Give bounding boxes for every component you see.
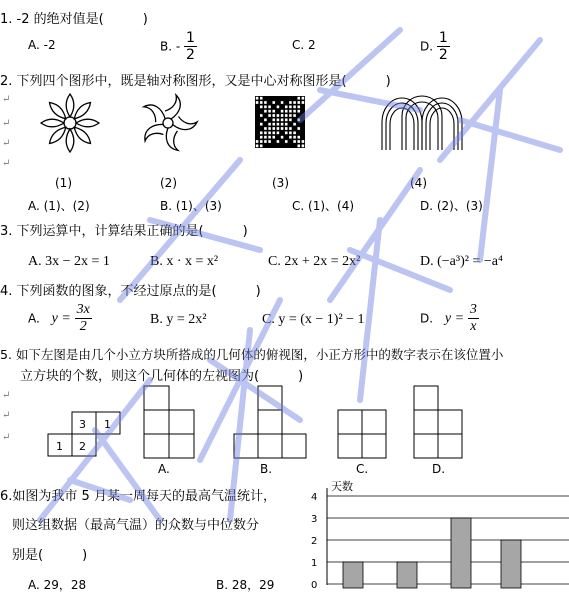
grid-cell [277,114,280,117]
y-tick-label: 1 [311,558,318,569]
grid-cell [268,123,271,126]
grid-cell [260,144,263,147]
q3-option-c: C. 2x + 2x = 2x² [268,254,361,269]
q1-option-a: A. -2 [28,38,56,52]
grid-cell [285,105,288,108]
grid-cell [268,140,271,143]
grid-cell [264,105,267,108]
grid-cell [272,114,275,117]
grid-cell [281,118,284,121]
q4-stem: 4. 下列函数的图象，不经过原点的是( ) [0,284,261,299]
q4-option-c: C. y = (x − 1)² − 1 [262,312,365,327]
chart-y-label: 天数 [331,480,353,493]
q2-figure-label-2: (2) [160,176,177,190]
flower-figure-1 [38,92,102,154]
grid-cell [293,105,296,108]
grid-cell [297,118,300,121]
bar [451,518,471,588]
chart-bars [343,518,521,588]
q1-option-b-prefix: B. - [160,39,181,54]
grid-cell [264,127,267,130]
return-mark: ↵ [2,118,11,129]
grid-cell [281,136,284,139]
grid-cell [260,114,263,117]
return-mark: ↵ [2,94,11,105]
q1-option-b-fraction [184,30,197,63]
grid-cell [302,97,305,100]
q1-option-d-fraction [437,30,450,63]
grid-cell [268,110,271,113]
q2-figure-label-4: (4) [410,176,427,190]
grid-cell [293,123,296,126]
bar [501,540,521,588]
q3-option-a: A. 3x − 2x = 1 [28,254,110,269]
grid-cell [293,131,296,134]
q4-option-a [28,302,92,335]
grid-cell [260,105,263,108]
q3-option-b: B. x · x = x² [150,254,219,269]
grid-cell [272,118,275,121]
grid-cell [264,118,267,121]
grid-cell [281,101,284,104]
grid-cell [293,101,296,104]
grid-cell [289,131,292,134]
grid-cell [256,97,259,100]
q4-d-fraction [468,302,479,335]
grid-cell [281,123,284,126]
q1-option-d-prefix: D. [420,39,434,54]
grid-cell [289,105,292,108]
q4-a-lhs: y = [51,310,71,326]
q4-a-prefix: A. [28,311,40,326]
grid-cell [297,140,300,143]
q4-d-prefix: D. [420,311,434,326]
grid-cell [297,101,300,104]
grid-cell [302,144,305,147]
q5-option-label-d: D. [432,462,446,476]
q4-d-lhs: y = [444,310,465,326]
q2-option-b: B. (1)、(3) [160,199,222,213]
grid-cell [260,101,263,104]
chart-y-ticks [311,492,317,591]
q5-stem-line-2: 立方块的个数，则这个几何体的左视图为( ) [20,369,304,384]
grid-cell [297,110,300,113]
grid-cell [281,114,284,117]
q4-option-b: B. y = 2x² [150,312,207,327]
grid-cell [285,110,288,113]
q2-figure-label-1: (1) [55,176,72,190]
grid-cell [277,118,280,121]
grid-cell [289,127,292,130]
grid-cell [285,123,288,126]
q2-option-d: D. (2)、(3) [420,199,483,213]
grid-cell [297,136,300,139]
y-tick-label: 3 [311,514,318,525]
bar [343,562,363,588]
grid-cell [268,114,271,117]
view-option-d [412,384,464,460]
q1-d-denominator: 2 [438,47,448,63]
grid-cell [268,127,271,130]
q2-option-c: C. (1)、(4) [292,199,355,213]
q1-option-c: C. 2 [292,38,316,52]
grid-cell [264,136,267,139]
grid-cell [256,101,259,104]
grid-cell [289,110,292,113]
grid-cell [272,131,275,134]
grid-cell [293,110,296,113]
grid-cell [260,97,263,100]
q6-stem-line-3: 别是( ) [12,548,88,563]
return-mark: ↵ [2,410,11,421]
grid-cell [272,127,275,130]
pinwheel-figure-2 [143,92,193,154]
grid-cell [260,131,263,134]
q1-stem: 1. -2 的绝对值是( ) [0,12,148,27]
q6-option-a: A. 29，28 [28,578,87,592]
grid-cell [297,97,300,100]
grid-cell [277,131,280,134]
q5-option-label-a: A. [158,462,170,476]
grid-cell [297,127,300,130]
grid-cell [277,123,280,126]
view-option-b [232,384,308,460]
q4-a-numerator: 3x [76,302,90,317]
q2-option-a: A. (1)、(2) [28,199,90,213]
grid-cell [264,101,267,104]
grid-cell [256,140,259,143]
q4-a-fraction [75,302,92,335]
arches-figure-4 [378,94,466,152]
grid-cell [272,110,275,113]
grid-cell [272,101,275,104]
grid-cell [293,136,296,139]
grid-cell [260,140,263,143]
grid-cell [285,140,288,143]
x-grid-figure-3 [255,96,305,148]
q3-option-d: D. (−a³)² = −a⁴ [420,254,503,269]
temperature-bar-chart [305,478,569,591]
q2-stem: 2. 下列四个图形中，既是轴对称图形，又是中心对称图形是( ) [0,74,391,89]
grid-cell [268,136,271,139]
grid-number: 1 [104,418,111,431]
return-mark: ↵ [2,138,11,149]
grid-cell [289,136,292,139]
q1-option-b [160,30,197,63]
q1-option-d [420,30,450,63]
grid-cell [256,144,259,147]
q1-d-numerator: 1 [438,30,448,46]
grid-cell [277,127,280,130]
grid-cell [293,140,296,143]
grid-cell [289,114,292,117]
grid-cell [264,131,267,134]
q5-option-label-b: B. [260,462,273,476]
y-tick-label: 4 [311,492,318,503]
y-tick-label: 2 [311,536,318,547]
bar [397,562,417,588]
return-mark: ↵ [2,158,11,169]
view-option-a [142,384,196,460]
grid-cell [264,110,267,113]
q4-d-numerator: 3 [469,302,477,317]
q6-stem-line-1: 6.如图为我市 5 月某一周每天的最高气温统计， [0,489,276,504]
q3-stem: 3. 下列运算中，计算结果正确的是( ) [0,224,248,239]
grid-cell [277,140,280,143]
grid-cell [260,123,263,126]
grid-number: 2 [79,440,86,453]
grid-cell [285,118,288,121]
grid-cell [297,105,300,108]
q4-a-denominator: 2 [79,319,87,334]
grid-cell [302,101,305,104]
grid-cell [285,114,288,117]
grid-cell [260,136,263,139]
q4-option-d [420,302,479,335]
grid-cell [272,136,275,139]
grid-cell [285,131,288,134]
q6-option-b: B. 28，29 [216,578,275,592]
grid-cell [285,127,288,130]
q2-figure-label-3: (3) [272,176,289,190]
grid-cell [302,140,305,143]
grid-cell [289,118,292,121]
grid-cell [297,144,300,147]
top-view-grid [48,410,124,458]
grid-cell [289,101,292,104]
q5-option-label-c: C. [356,462,369,476]
grid-cell [281,127,284,130]
grid-cell [281,110,284,113]
return-mark: ↵ [2,390,11,401]
q6-stem-line-2: 则这组数据（最高气温）的众数与中位数分 [12,518,260,533]
grid-number: 3 [79,418,86,431]
q1-b-numerator: 1 [186,30,195,46]
grid-cell [264,140,267,143]
y-tick-label: 0 [311,580,318,591]
grid-cell [268,131,271,134]
q5-stem-line-1: 5. 如下左图是由几个小立方块所搭成的几何体的俯视图，小正方形中的数字表示在该位置小 [0,347,504,362]
grid-cell [293,114,296,117]
grid-cell [272,123,275,126]
q4-d-denominator: x [470,319,477,334]
grid-cell [277,105,280,108]
return-mark: ↵ [2,432,11,443]
grid-number: 1 [56,440,63,453]
q1-b-denominator: 2 [186,47,195,63]
view-option-c [336,408,388,460]
grid-cell [268,105,271,108]
